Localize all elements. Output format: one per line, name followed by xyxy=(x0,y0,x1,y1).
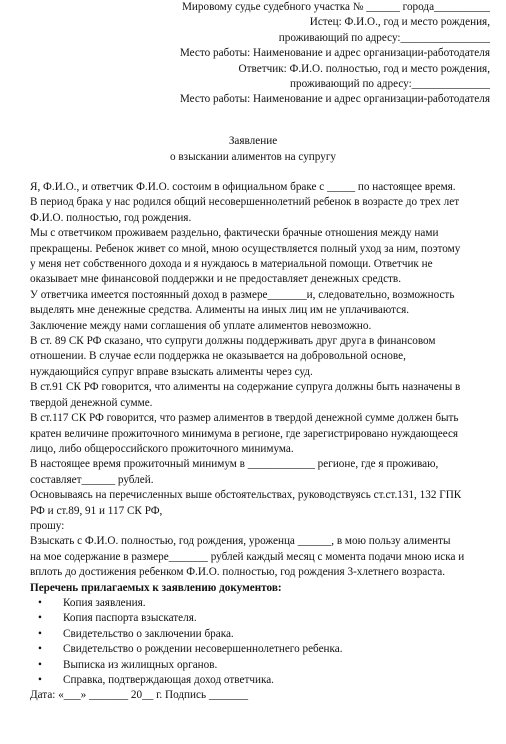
documents-list xyxy=(30,596,490,688)
header-line-plaintiff-address: проживающий по адресу:________________ xyxy=(278,31,490,44)
list-item: • Копия заявления. xyxy=(30,596,490,611)
body-line: нуждающийся супруг вправе взыскать алименты через суд. xyxy=(30,365,313,378)
list-item: • Копия паспорта взыскателя. xyxy=(30,611,490,626)
body-line: Я, Ф.И.О., и ответчик Ф.И.О. состоим в официальном браке с _____ по настоящее время. xyxy=(30,181,456,193)
body-line: Взыскать с Ф.И.О. полностью, год рождения, уроженца ______, в мою пользу алименты xyxy=(30,535,451,548)
document-title xyxy=(0,133,506,165)
body-line: В период брака у нас родился общий несовершеннолетний ребенок в возрасте до трех лет xyxy=(30,196,460,209)
body-line: лицо, либо общероссийского прожиточного минимума. xyxy=(30,442,294,455)
list-item: • Выписка из жилищных органов. xyxy=(30,658,490,673)
body-line: твердой денежной сумме. xyxy=(30,396,153,409)
body-line: отношении. В случае если поддержка не оказывается на добровольной основе, xyxy=(30,350,406,363)
body-line: Мы с ответчиком проживаем раздельно, фактически брачные отношения между нами xyxy=(30,227,439,240)
body-line: Основываясь на перечисленных выше обстоятельствах, руководствуясь ст.ст.131, 132 ГПК xyxy=(30,489,462,502)
body-line: В ст.117 СК РФ говорится, что размер алиментов в твердой денежной сумме должен быть xyxy=(30,412,459,425)
body-line: оказывает мне финансовой поддержки и не предоставляет денежных средств. xyxy=(30,273,402,286)
header-line-defendant: Ответчик: Ф.И.О. полностью, год и место рождения, xyxy=(238,62,490,75)
body-line: прошу: xyxy=(30,519,65,532)
header-line-court: Мировому судье судебного участка № ______ города__________ xyxy=(181,1,490,13)
body-line: на мое содержание в размере_______ рублей каждый месяц с момента подачи мною иска и xyxy=(30,550,465,563)
header-line-plaintiff: Истец: Ф.И.О., год и место рождения, xyxy=(309,16,490,29)
body-line: кратен величине прожиточного минимума в регионе, где зарегистрировано нуждающееся xyxy=(30,427,459,440)
header-line-defendant-address: проживающий по адресу:______________ xyxy=(289,78,490,91)
document-body xyxy=(30,180,490,704)
header-line-plaintiff-workplace: Место работы: Наименование и адрес организации-работодателя xyxy=(179,47,490,60)
list-item: • Свидетельство о заключении брака. xyxy=(30,627,490,642)
title-line-1: Заявление xyxy=(228,135,278,147)
title-line-2: о взыскании алиментов на супругу xyxy=(169,151,336,163)
body-line: прекращены. Ребенок живет со мной, мною осуществляется полный уход за ним, поэтому xyxy=(30,242,461,255)
body-line: РФ и ст.89, 91 и 117 СК РФ, xyxy=(30,504,163,517)
date-signature-line: Дата: «___» _______ 20__ г. Подпись _______ xyxy=(30,689,249,702)
body-line: Заключение между нами соглашения об уплате алиментов невозможно. xyxy=(30,319,372,332)
body-line: Ф.И.О. полностью, год рождения. xyxy=(30,211,192,224)
list-item: • Свидетельство о рождении несовершеннолетнего ребенка. xyxy=(30,642,490,657)
header-line-defendant-workplace: Место работы: Наименование и адрес организации-работодателя xyxy=(179,93,490,106)
body-line: у меня нет собственного дохода и я нуждаюсь в материальной помощи. Ответчик не xyxy=(30,258,433,271)
body-line: В ст.91 СК РФ говорится, что алименты на содержание супруга должны быть назначены в xyxy=(30,381,461,394)
body-line: У ответчика имеется постоянный доход в размере_______и, следовательно, возможность xyxy=(30,288,455,301)
body-line: вплоть до достижения ребенком Ф.И.О. полностью, год рождения 3-хлетнего возраста. xyxy=(30,566,446,579)
addressee-header xyxy=(120,0,490,108)
list-item: • Справка, подтверждающая доход ответчика. xyxy=(30,673,490,688)
documents-list-title: Перечень прилагаемых к заявлению документов: xyxy=(30,581,282,594)
body-line: выделять мне денежные средства. Алименты на иных лиц им не уплачиваются. xyxy=(30,304,410,317)
body-line: В настоящее время прожиточный минимум в ____________ регионе, где я проживаю, xyxy=(30,458,439,471)
body-line: В ст. 89 СК РФ сказано, что супруги должны поддерживать друг друга в финансовом xyxy=(30,335,436,348)
body-line: составляет______ рублей. xyxy=(30,473,154,486)
